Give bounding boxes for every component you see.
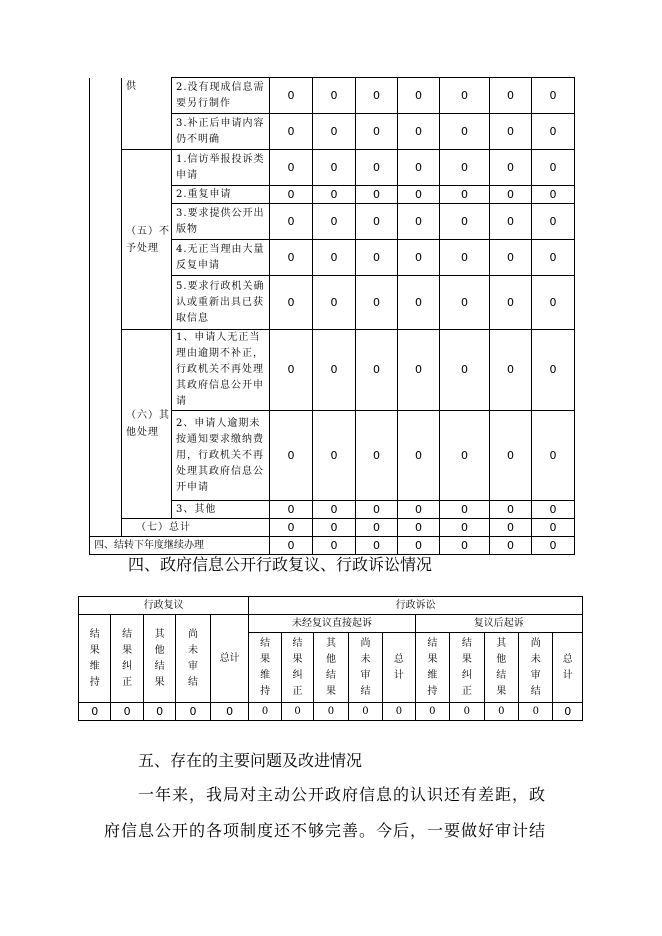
- row-label: 1、申请人无正当理由逾期不补正，行政机关不再处理其政府信息公开申请: [172, 330, 270, 411]
- value-cell: 0: [398, 501, 440, 519]
- value-cell: 0: [532, 537, 575, 555]
- value-cell: 0: [313, 150, 356, 186]
- value-cell: 0: [270, 411, 313, 501]
- review-col-1: 结 果 纠 正: [111, 615, 143, 703]
- value-cell: 0: [398, 204, 440, 240]
- value-cell: 0: [532, 411, 575, 501]
- direct-col-1: 结 果 纠 正: [281, 633, 313, 703]
- value-cell: 0: [490, 411, 532, 501]
- value-cell: 0: [313, 501, 356, 519]
- row-label: 2、申请人逾期未按通知要求缴纳费用，行政机关不再处理其政府信息公开申请: [172, 411, 270, 501]
- value-cell: 0: [532, 150, 575, 186]
- row-label: 2.重复申请: [172, 186, 270, 204]
- value-cell: 0: [398, 411, 440, 501]
- value-cell: 0: [313, 519, 356, 537]
- value-cell: 0: [398, 276, 440, 330]
- outer-left-column: [90, 78, 122, 537]
- review-col-3: 尚 未 审 结: [176, 615, 210, 703]
- value-cell: 0: [532, 240, 575, 276]
- row-label: 4.无正当理由大量反复申请: [172, 240, 270, 276]
- value-cell: 0: [356, 240, 398, 276]
- value-cell: 0: [313, 114, 356, 150]
- value-cell: 0: [313, 411, 356, 501]
- value-cell: 0: [313, 186, 356, 204]
- value-cell: 0: [398, 150, 440, 186]
- value-cell: 0: [440, 78, 490, 114]
- value-cell: 0: [490, 78, 532, 114]
- section5-title: 五、存在的主要问题及改进情况: [138, 751, 363, 770]
- after-col-0: 结 果 维 持: [415, 633, 449, 703]
- value-cell: 0: [356, 330, 398, 411]
- value-cell: 0: [450, 703, 484, 721]
- value-cell: 0: [490, 186, 532, 204]
- value-cell: 0: [356, 186, 398, 204]
- row-label: 3.要求提供公开出版物: [172, 204, 270, 240]
- after-col-1: 结 果 纠 正: [450, 633, 484, 703]
- value-cell: 0: [143, 703, 175, 721]
- paragraph-line-1: 一年来，我局对主动公开政府信息的认识还有差距，政: [138, 785, 547, 804]
- value-cell: 0: [313, 240, 356, 276]
- value-cell: 0: [490, 240, 532, 276]
- after-header: 复议后起诉: [415, 615, 582, 633]
- value-cell: 0: [440, 519, 490, 537]
- value-cell: 0: [313, 204, 356, 240]
- value-cell: 0: [356, 204, 398, 240]
- value-cell: 0: [356, 114, 398, 150]
- direct-col-2: 其 他 结 果: [314, 633, 348, 703]
- value-cell: 0: [356, 411, 398, 501]
- after-col-3: 尚 未 审 结: [519, 633, 553, 703]
- value-cell: 0: [490, 330, 532, 411]
- paragraph-line-2: 府信息公开的各项制度还不够完善。今后，一要做好审计结: [104, 821, 547, 840]
- value-cell: 0: [398, 519, 440, 537]
- value-cell: 0: [490, 276, 532, 330]
- value-cell: 0: [519, 703, 553, 721]
- group-supply: 供: [122, 78, 172, 150]
- value-cell: 0: [210, 703, 249, 721]
- direct-col-4: 总 计: [383, 633, 415, 703]
- section4-title: 四、政府信息公开行政复议、行政诉讼情况: [128, 555, 433, 574]
- group-no-handling: （五）不予处理: [122, 150, 172, 330]
- value-cell: 0: [79, 703, 111, 721]
- value-cell: 0: [532, 519, 575, 537]
- value-cell: 0: [440, 330, 490, 411]
- direct-header: 未经复议直接起诉: [249, 615, 415, 633]
- value-cell: 0: [270, 186, 313, 204]
- value-cell: 0: [532, 276, 575, 330]
- value-cell: 0: [314, 703, 348, 721]
- value-cell: 0: [383, 703, 415, 721]
- value-cell: 0: [398, 330, 440, 411]
- review-litigation-table: [78, 596, 583, 721]
- value-cell: 0: [440, 411, 490, 501]
- after-col-2: 其 他 结 果: [484, 633, 518, 703]
- review-header: 行政复议: [79, 597, 249, 615]
- row-label: 1.信访举报投诉类申请: [172, 150, 270, 186]
- value-cell: 0: [490, 537, 532, 555]
- value-cell: 0: [440, 186, 490, 204]
- table-row: [90, 330, 575, 411]
- review-col-2: 其 他 结 果: [143, 615, 175, 703]
- value-cell: 0: [440, 501, 490, 519]
- table-row: [90, 78, 575, 114]
- value-cell: 0: [270, 114, 313, 150]
- review-total-header: 总计: [210, 615, 249, 703]
- group-other-handling: （六）其他处理: [122, 330, 172, 519]
- value-cell: 0: [532, 186, 575, 204]
- carry-label: 四、结转下年度继续办理: [90, 537, 270, 555]
- value-cell: 0: [270, 276, 313, 330]
- value-cell: 0: [532, 204, 575, 240]
- value-cell: 0: [490, 114, 532, 150]
- value-cell: 0: [270, 537, 313, 555]
- value-cell: 0: [111, 703, 143, 721]
- value-cell: 0: [270, 501, 313, 519]
- value-cell: 0: [440, 276, 490, 330]
- row-label: 2.没有现成信息需要另行制作: [172, 78, 270, 114]
- direct-col-0: 结 果 维 持: [249, 633, 281, 703]
- value-cell: 0: [313, 537, 356, 555]
- value-cell: 0: [313, 78, 356, 114]
- handling-results-table: [89, 77, 575, 555]
- value-cell: 0: [532, 501, 575, 519]
- value-cell: 0: [356, 78, 398, 114]
- value-cell: 0: [270, 330, 313, 411]
- value-cell: 0: [356, 519, 398, 537]
- value-cell: 0: [484, 703, 518, 721]
- value-cell: 0: [249, 703, 281, 721]
- value-cell: 0: [415, 703, 449, 721]
- value-cell: 0: [270, 78, 313, 114]
- row-label: 3、其他: [172, 501, 270, 519]
- value-cell: 0: [440, 537, 490, 555]
- value-cell: 0: [270, 150, 313, 186]
- value-cell: 0: [313, 276, 356, 330]
- row-label: 5.要求行政机关确认或重新出具已获取信息: [172, 276, 270, 330]
- litigation-header: 行政诉讼: [249, 597, 583, 615]
- value-cell: 0: [532, 78, 575, 114]
- total-row: [90, 519, 575, 537]
- value-cell: 0: [176, 703, 210, 721]
- value-cell: 0: [490, 204, 532, 240]
- value-cell: 0: [553, 703, 583, 721]
- value-cell: 0: [440, 204, 490, 240]
- value-cell: 0: [281, 703, 313, 721]
- value-cell: 0: [440, 114, 490, 150]
- value-cell: 0: [532, 330, 575, 411]
- value-cell: 0: [270, 240, 313, 276]
- value-cell: 0: [270, 519, 313, 537]
- value-cell: 0: [398, 240, 440, 276]
- total-label: （七）总计: [122, 519, 270, 537]
- value-cell: 0: [356, 150, 398, 186]
- value-cell: 0: [356, 276, 398, 330]
- value-cell: 0: [313, 330, 356, 411]
- value-cell: 0: [490, 150, 532, 186]
- value-cell: 0: [490, 501, 532, 519]
- table-row: [90, 150, 575, 186]
- value-cell: 0: [270, 204, 313, 240]
- value-cell: 0: [398, 114, 440, 150]
- after-col-4: 总 计: [553, 633, 583, 703]
- value-cell: 0: [356, 537, 398, 555]
- review-col-0: 结 果 维 持: [79, 615, 111, 703]
- value-cell: 0: [440, 240, 490, 276]
- value-cell: 0: [398, 537, 440, 555]
- row-label: 3.补正后申请内容仍不明确: [172, 114, 270, 150]
- direct-col-3: 尚 未 审 结: [348, 633, 382, 703]
- value-cell: 0: [532, 114, 575, 150]
- value-cell: 0: [398, 78, 440, 114]
- value-cell: 0: [356, 501, 398, 519]
- value-cell: 0: [440, 150, 490, 186]
- value-cell: 0: [348, 703, 382, 721]
- value-cell: 0: [490, 519, 532, 537]
- value-cell: 0: [398, 186, 440, 204]
